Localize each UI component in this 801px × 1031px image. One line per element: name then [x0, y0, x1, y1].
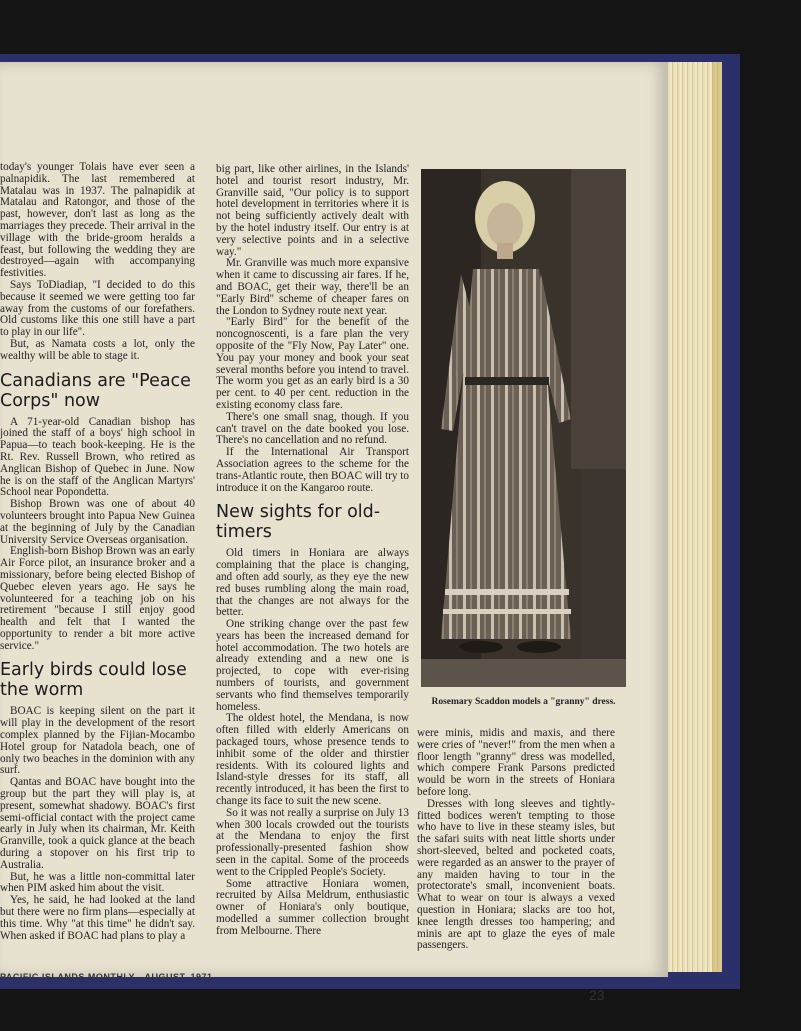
headline-early-birds: Early birds could lose the worm	[0, 660, 187, 701]
paragraph: big part, like other airlines, in the Islands' hotel and tourist resort industry, Mr. Granville said, "Our policy is to support hotel development in territories where it is not being sufficiently actively dealt with by the hotel industry itself. Our entry is at very selective points and in a selective way."	[216, 163, 409, 258]
column-left	[0, 162, 195, 942]
paragraph: But, as Namata costs a lot, only the wealthy will be able to stage it.	[0, 337, 195, 362]
magazine-page	[0, 62, 668, 1003]
paragraph: English-born Bishop Brown was an early Air Force pilot, an insurance broker and a missionary, before being elected Bishop of Quebec eleven years ago. He says he volunteered for a teaching job on his retirement "because I still enjoy good health and felt that I wanted the opportunity to render a bit more active service."	[0, 545, 195, 652]
paragraph: The oldest hotel, the Mendana, is now often filled with elderly Americans on packaged tours, whose presence tends to inhibit some of the older and thirstier residents. With its coloured lights and Island-style dresses for its staff, all recently introduced, it has been the first to change its face to suit the new scene.	[216, 712, 409, 808]
paragraph: One striking change over the past few years has been the increased demand for hotel accommodation. The two hotels are already extending and a new one is projected, to cope with ever-rising numbers of tourists, and government servants who find themselves temporarily homeless.	[216, 618, 409, 713]
column-middle	[216, 164, 409, 938]
page-number: 23	[589, 987, 605, 1003]
paragraph: But, he was a little non-committal later when PIM asked him about the visit.	[0, 870, 195, 895]
granny-dress-photo	[421, 169, 626, 687]
paragraph: were minis, midis and maxis, and there were cries of "never!" from the men when a floor length "granny" dress was modelled, which compere Frank Parsons predicted would be worn in the streets of Honiara before long.	[417, 727, 615, 798]
paragraph: Says ToDiadiap, "I decided to do this because it seemed we were getting too far away from the customs of our forefathers. Old customs like this one still have a part to play in our life".	[0, 278, 195, 339]
paragraph: today's younger Tolais have ever seen a palnapidik. The last remembered at Matalau was in 1937. The palnapidik at Matalau and Ratongor, and those of the past, however, don't last as long as the marriages they precede. Their arrival in the village with the bride-groom heralds a feast, but following the wedding they are destroyed—again with accompanying festivities.	[0, 161, 195, 280]
page-edges	[660, 62, 722, 972]
column-right	[417, 728, 615, 952]
photo-caption: Rosemary Scaddon models a "granny" dress.	[431, 697, 616, 707]
headline-new-sights: New sights for old-timers	[216, 502, 381, 543]
headline-canadians: Canadians are "Peace Corps" now	[0, 370, 191, 411]
paragraph: Dresses with long sleeves and tightly-fitted bodices weren't tempting to those who have to live in these steamy isles, but the safari suits with neat little shorts under short-sleeved, belted and pocketed coats, were regarded as an answer to the prayer of any maiden having to tour in the protectorate's small, inconvenient boats. What to wear on tour is always a vexed question in Honiara; slacks are too hot, knee length dresses too hampering; and minis are apt to glaze the eyes of male passengers.	[417, 797, 615, 952]
paragraph: Old timers in Honiara are always complaining that the place is changing, and often add sourly, as they eye the new red buses rumbling along the main road, that the changes are not always for the better.	[216, 547, 409, 619]
paragraph: There's one small snag, though. If you can't travel on the date booked you lose. There's no cancellation and no refund.	[216, 410, 409, 447]
paragraph: "Early Bird" for the benefit of the noncognoscenti, is a fare plan the very opposite of the "Fly Now, Pay Later" one. You pay your money and book your seat several months before you intend to travel. The worm you get as an early bird is a 30 per cent. to 40 per cent. reduction in the existing economy class fare.	[216, 316, 409, 411]
paragraph: Bishop Brown was one of about 40 volunteers brought into Papua New Guinea at the beginning of July by the Canadian University Service Overseas organisation.	[0, 498, 195, 546]
page-footer: PACIFIC ISLANDS MONTHLY—AUGUST, 1971	[0, 972, 213, 982]
paragraph: So it was not really a surprise on July 13 when 300 locals crowded out the tourists at the Mendana to enjoy the first professionally-presented fashion show seen in the capital. Some of the proceeds went to the Crippled People's Society.	[216, 806, 409, 878]
paragraph: If the International Air Transport Association agrees to the scheme for the trans-Atlantic route, then BOAC will try to introduce it on the Kangaroo route.	[216, 446, 409, 494]
paragraph: Yes, he said, he had looked at the land but there were no firm plans—especially at this time. Why "at this time" he didn't say. When asked if BOAC had plans to play a	[0, 894, 195, 942]
paragraph: BOAC is keeping silent on the part it will play in the development of the resort complex planned by the Fijian-Mocambo Hotel group for Natadola beach, one of only two beaches in the dominion with any surf.	[0, 705, 195, 777]
paragraph: A 71-year-old Canadian bishop has joined the staff of a boys' high school in Papua—to teach book-keeping. He is the Rt. Rev. Russell Brown, who retired as Anglican Bishop of Quebec in June. Now he is on the staff of the Anglican Martyrs' School near Popondetta.	[0, 415, 195, 499]
paragraph: Mr. Granville was much more expansive when it came to discussing air fares. If he, and BOAC, get their way, there'll be an "Early Bird" scheme of cheaper fares on the London to Sydney route next year.	[216, 257, 409, 317]
paragraph: Qantas and BOAC have bought into the group but the part they will play is, at present, somewhat shadowy. BOAC's first semi-official contact with the project came early in July when its chairman, Mr. Keith Granville, took a quick glance at the beach during a stopover on his first trip to Australia.	[0, 776, 195, 871]
paragraph: Some attractive Honiara women, recruited by Ailsa Meldrum, enthusiastic owner of Honiara's only boutique, modelled a summer collection brought from Melbourne. There	[216, 877, 409, 937]
